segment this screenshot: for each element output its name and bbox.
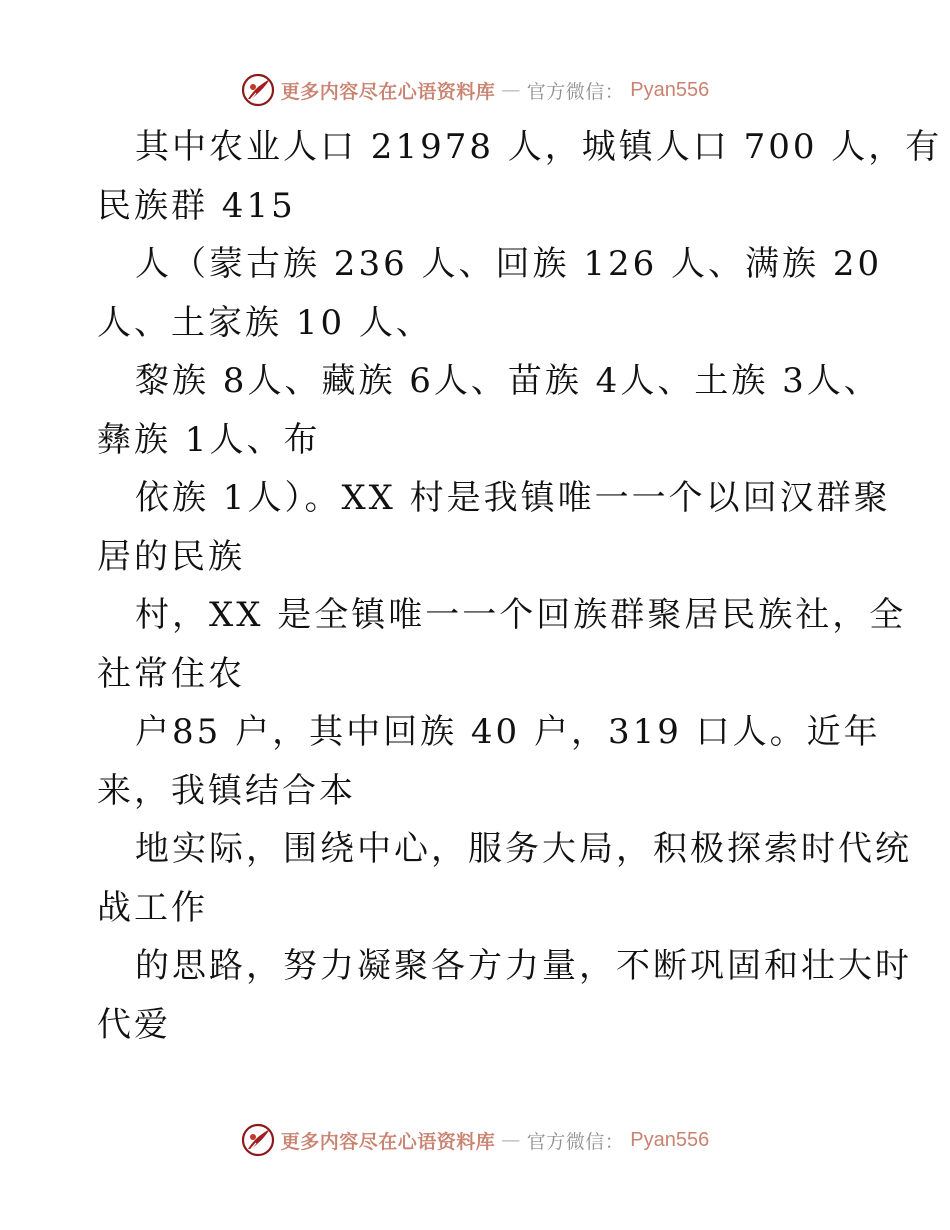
- document-body: [97, 118, 943, 1054]
- text-line: 户85 户，其中回族 40 户，319 口人。近年: [135, 712, 881, 752]
- text-line: 社常住农: [97, 653, 245, 694]
- banner-wechat-id: Pyan556: [630, 78, 710, 101]
- text-line: 村，XX 是全镇唯一一个回族群聚居民族社，全: [135, 595, 907, 635]
- banner-wechat-id: Pyan556: [630, 1128, 710, 1151]
- text-line: 居的民族: [97, 536, 245, 577]
- banner-slogan: 更多内容尽在心语资料库: [280, 1130, 496, 1153]
- banner-wechat-label: 官方微信：: [526, 80, 625, 103]
- text-line: 人（蒙古族 236 人、回族 126 人、满族 20: [135, 244, 883, 284]
- quill-logo-icon: [241, 1123, 275, 1157]
- text-line: 代爱: [97, 1004, 171, 1045]
- text-line: 人、土家族 10 人、: [97, 302, 433, 343]
- banner-wechat-label: 官方微信：: [526, 1130, 625, 1153]
- header-banner-inner: [241, 73, 710, 107]
- text-line: 战工作: [97, 887, 208, 928]
- text-line: 彝族 1人、布: [97, 419, 321, 460]
- text-line: 民族群 415: [97, 185, 296, 226]
- footer-banner: [0, 1120, 950, 1160]
- text-line: 来，我镇结合本: [97, 770, 356, 811]
- banner-dash: —: [501, 79, 521, 101]
- text-line: 的思路，努力凝聚各方力量，不断巩固和壮大时: [135, 946, 912, 986]
- banner-slogan: 更多内容尽在心语资料库: [280, 80, 496, 103]
- text-line: 黎族 8人、藏族 6人、苗族 4人、土族 3人、: [135, 361, 881, 401]
- quill-logo-icon: [241, 73, 275, 107]
- banner-dash: —: [501, 1129, 521, 1151]
- footer-banner-inner: [241, 1123, 710, 1157]
- header-banner: [0, 70, 950, 110]
- text-line: 依族 1人）。XX 村是我镇唯一一个以回汉群聚: [135, 478, 891, 518]
- text-line: 其中农业人口 21978 人，城镇人口 700 人，有: [135, 127, 943, 167]
- text-line: 地实际，围绕中心，服务大局，积极探索时代统: [135, 829, 912, 869]
